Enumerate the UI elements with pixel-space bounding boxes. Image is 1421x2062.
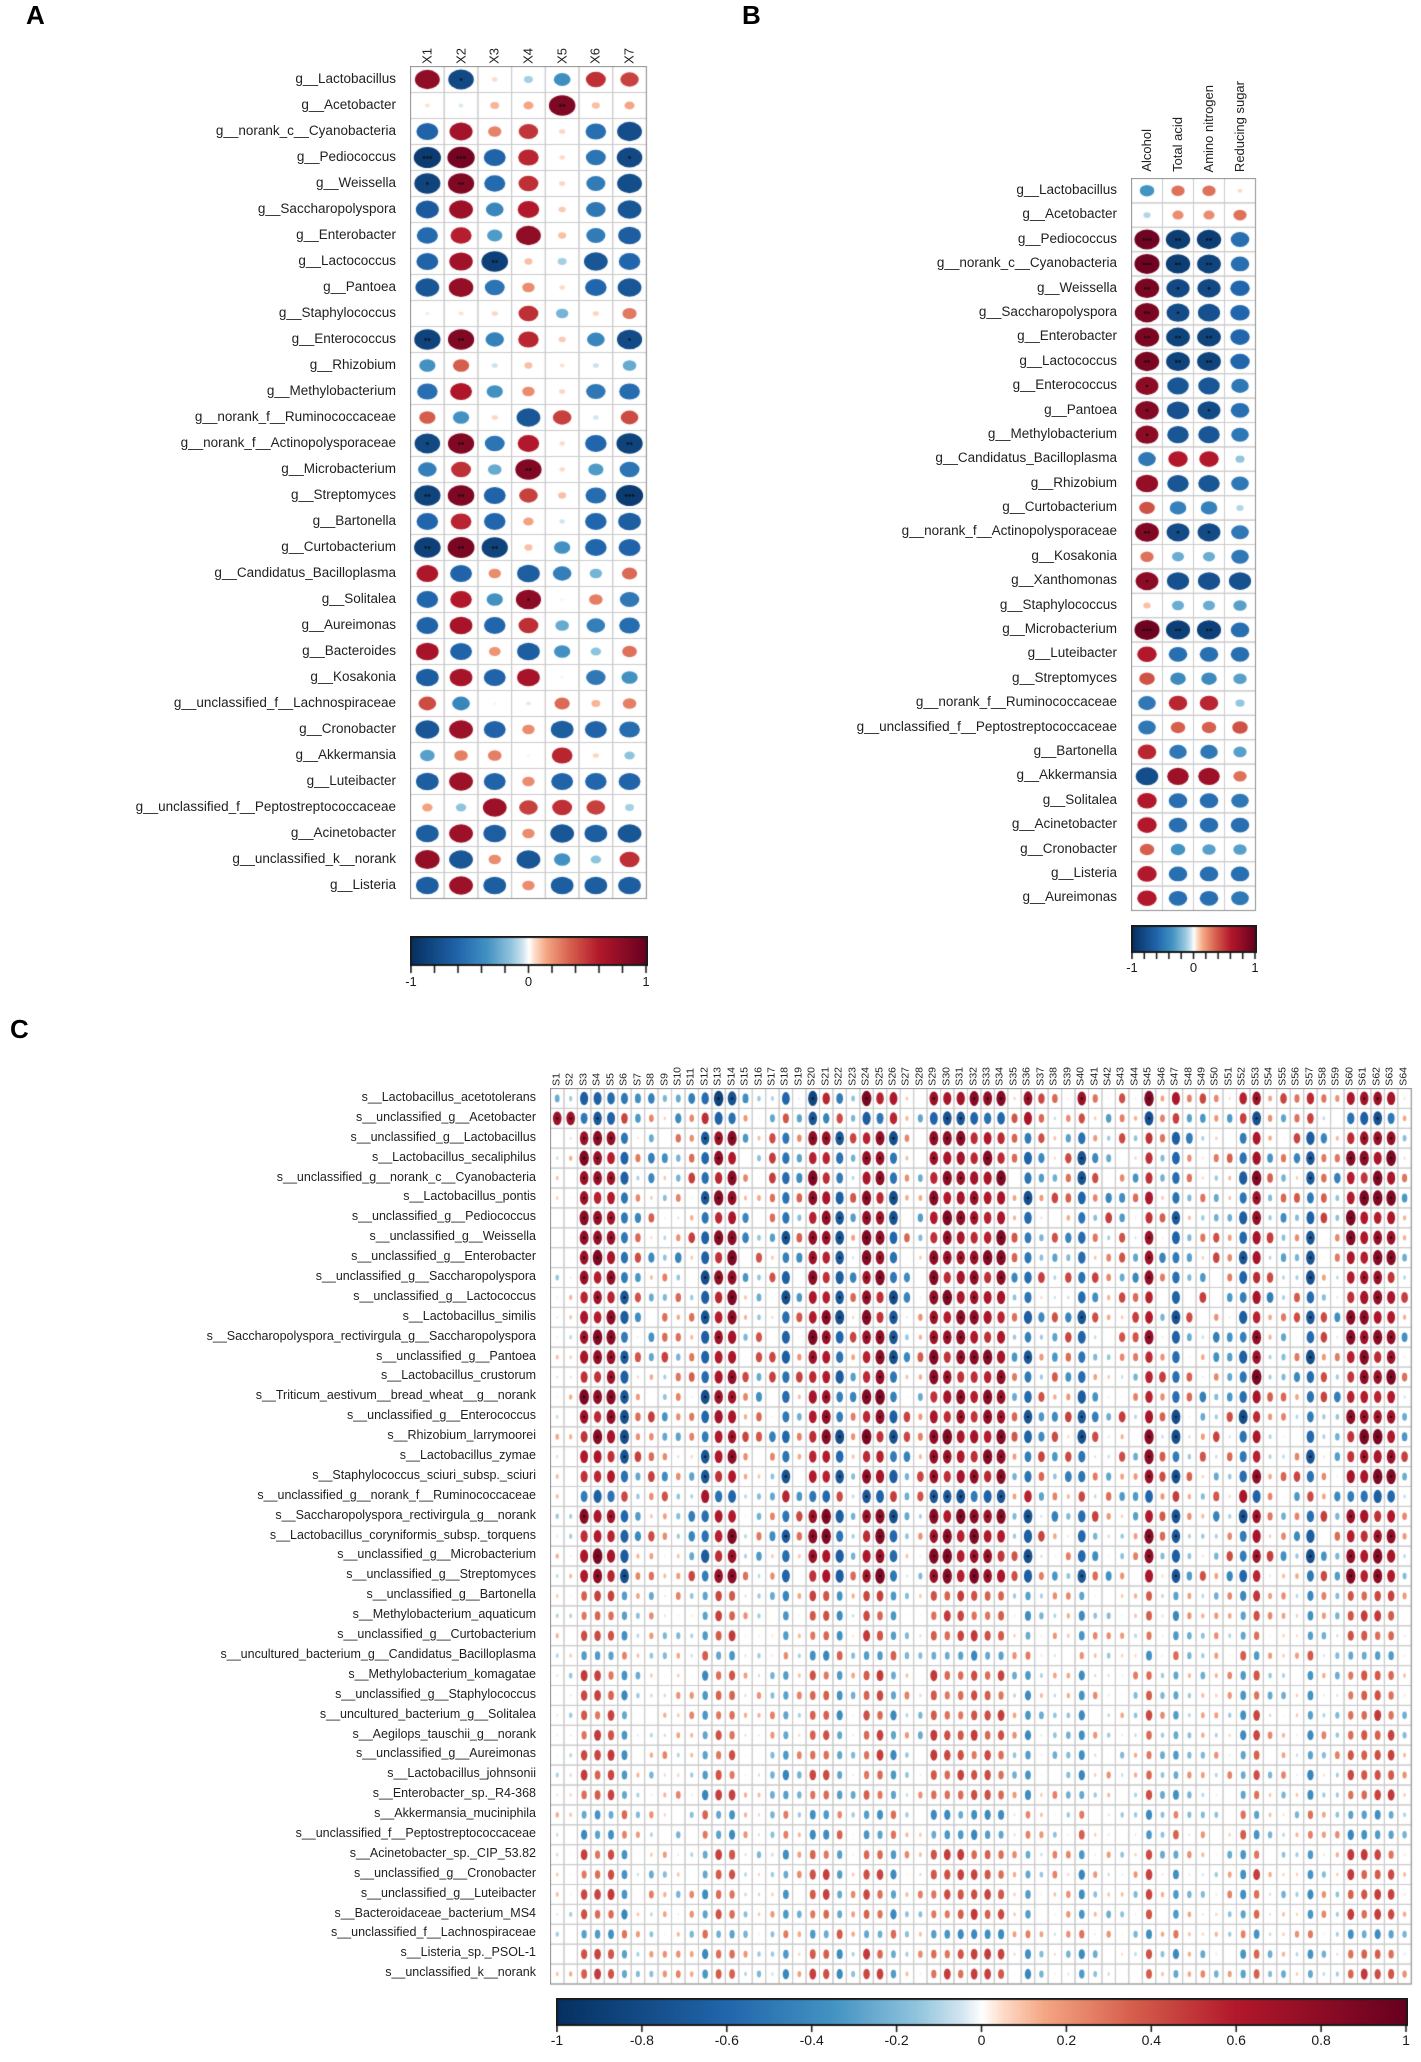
- panel-b-row-labels: [0, 178, 1123, 910]
- row-label: s__unclassified_g__Lactobacillus: [350, 1129, 536, 1144]
- row-label: g__Staphylococcus: [999, 596, 1117, 612]
- row-label: s__Lactobacillus_acetotolerans: [361, 1090, 536, 1104]
- row-label: g__Microbacterium: [1002, 621, 1117, 637]
- column-header: S61: [1356, 1067, 1369, 1086]
- column-header: S25: [872, 1067, 885, 1086]
- colorbar-tick-label: -1: [405, 974, 417, 989]
- row-label: g__Curtobacterium: [1002, 499, 1117, 515]
- row-label: g__Pediococcus: [1017, 230, 1117, 246]
- colorbar-tick-label: 0: [524, 974, 533, 989]
- row-label: s__Methylobacterium_komagatae: [348, 1666, 536, 1681]
- panel-c-colorbar: [556, 1998, 1408, 2036]
- row-label: g__Xanthomonas: [1011, 572, 1117, 588]
- row-label: s__unclassified_g__Bartonella: [366, 1587, 536, 1602]
- row-label: s__Acinetobacter_sp._CIP_53.82: [349, 1845, 536, 1860]
- colorbar-tick-label: 1: [1402, 2032, 1410, 2048]
- panel-c-matrix-bubbles: [550, 1088, 1413, 1986]
- colorbar-tick-label: 1: [642, 974, 650, 989]
- row-label: g__Enterobacter: [1017, 328, 1117, 344]
- colorbar-tick-label: -1: [550, 2032, 564, 2048]
- row-label: g__Acetobacter: [301, 97, 396, 112]
- colorbar-tick-label: 0: [1189, 960, 1198, 975]
- column-header: Total acid: [1170, 117, 1185, 172]
- column-header: S35: [1007, 1067, 1020, 1086]
- row-label: g__norank_f__Actinopolysporaceae: [901, 523, 1117, 539]
- row-label: s__unclassified_g__Saccharopolyspora: [315, 1269, 536, 1284]
- row-label: s__Lactobacillus_secaliphilus: [372, 1149, 536, 1164]
- column-header: S10: [671, 1067, 684, 1086]
- row-label: g__Kosakonia: [1031, 547, 1117, 563]
- column-header: S36: [1020, 1067, 1033, 1086]
- column-header: S13: [711, 1067, 724, 1086]
- column-header: S15: [738, 1067, 751, 1086]
- row-label: g__Rhizobium: [309, 357, 396, 372]
- row-label: g__Streptomyces: [290, 487, 396, 502]
- row-label: s__Enterobacter_sp._R4-368: [372, 1786, 536, 1801]
- row-label: g__Luteibacter: [1027, 645, 1117, 661]
- column-header: S4: [590, 1073, 603, 1086]
- column-header: Reducing sugar: [1232, 80, 1247, 172]
- row-label: g__unclassified_k__norank: [232, 851, 396, 866]
- panel-c-row-labels: [0, 1088, 542, 1983]
- column-header: X7: [621, 48, 637, 64]
- row-label: g__Solitalea: [1042, 791, 1117, 807]
- row-label: g__norank_f__Ruminococcaceae: [915, 694, 1117, 710]
- row-label: g__Rhizobium: [1030, 474, 1117, 490]
- row-label: s__unclassified_g__norank_f__Ruminococcaceae: [257, 1487, 536, 1502]
- column-header: S59: [1329, 1067, 1342, 1086]
- row-label: s__Lactobacillus_zymae: [399, 1448, 536, 1463]
- row-label: s__unclassified_k__norank: [385, 1965, 536, 1980]
- column-header: S14: [725, 1067, 738, 1086]
- row-label: s__unclassified_g__Cronobacter: [353, 1865, 536, 1880]
- column-header: S17: [765, 1067, 778, 1086]
- row-label: g__Acetobacter: [1022, 206, 1117, 222]
- row-label: g__Lactococcus: [298, 253, 396, 268]
- row-label: s__unclassified_g__Acetobacter: [356, 1109, 536, 1124]
- row-label: g__Staphylococcus: [278, 305, 396, 320]
- column-header: S27: [899, 1067, 912, 1086]
- row-label: s__unclassified_f__Lachnospiraceae: [330, 1925, 536, 1940]
- column-header: S32: [967, 1067, 980, 1086]
- row-label: g__Bacteroides: [302, 643, 396, 658]
- column-header: S19: [792, 1067, 805, 1086]
- colorbar-tick-label: 0.4: [1141, 2032, 1162, 2048]
- row-label: g__Saccharopolyspora: [978, 303, 1117, 319]
- column-header: S46: [1155, 1067, 1168, 1086]
- column-header: S54: [1262, 1067, 1275, 1086]
- column-header: S24: [859, 1067, 872, 1086]
- column-header: S64: [1397, 1067, 1410, 1086]
- column-header: S20: [805, 1067, 818, 1086]
- panel-b-colorbar: [1131, 925, 1257, 963]
- column-header: S38: [1047, 1067, 1060, 1086]
- row-label: g__Pediococcus: [296, 149, 396, 164]
- row-label: g__Weissella: [315, 175, 396, 190]
- panel-a-letter: A: [26, 0, 45, 30]
- row-label: g__Weissella: [1036, 279, 1117, 295]
- column-header: S45: [1141, 1067, 1154, 1086]
- column-header: S11: [684, 1068, 697, 1086]
- column-header: S42: [1101, 1067, 1114, 1086]
- row-label: s__unclassified_g__Curtobacterium: [337, 1627, 536, 1642]
- column-header: S52: [1235, 1067, 1248, 1086]
- row-label: g__Enterococcus: [1012, 377, 1117, 393]
- column-header: S9: [657, 1073, 670, 1086]
- column-header: S62: [1370, 1067, 1383, 1086]
- colorbar-tick-label: 0.8: [1311, 2032, 1331, 2048]
- column-header: S29: [926, 1067, 939, 1086]
- column-header: Amino nitrogen: [1201, 84, 1216, 172]
- row-label: g__Acinetobacter: [290, 825, 396, 840]
- colorbar-tick-label: -0.2: [884, 2032, 909, 2048]
- column-header: X5: [554, 48, 570, 64]
- row-label: g__Enterococcus: [291, 331, 396, 346]
- column-header: S44: [1128, 1067, 1141, 1086]
- colorbar-tick-label: 0: [977, 2032, 986, 2048]
- column-header: S47: [1168, 1067, 1181, 1086]
- row-label: s__Aegilops_tauschii_g__norank: [352, 1726, 536, 1741]
- column-header: S40: [1074, 1067, 1087, 1086]
- row-label: g__Pantoea: [1044, 401, 1117, 417]
- colorbar-tick-label: 0.6: [1226, 2032, 1246, 2048]
- row-label: g__Candidatus_Bacilloplasma: [214, 565, 396, 580]
- column-header: Alcohol: [1139, 129, 1154, 172]
- panel-a-colorbar: [410, 936, 648, 977]
- row-label: g__norank_f__Ruminococcaceae: [194, 409, 396, 424]
- row-label: g__Saccharopolyspora: [257, 201, 396, 216]
- row-label: g__Aureimonas: [1022, 889, 1117, 905]
- column-header: S23: [846, 1067, 859, 1086]
- colorbar-tick-label: 0.2: [1056, 2032, 1077, 2048]
- column-header: X6: [587, 48, 603, 64]
- row-label: g__Streptomyces: [1011, 669, 1117, 685]
- row-label: g__Acinetobacter: [1011, 816, 1117, 832]
- row-label: s__Lactobacillus_pontis: [403, 1189, 536, 1204]
- row-label: s__unclassified_g__Luteibacter: [360, 1885, 536, 1900]
- colorbar-tick-label: -1: [1126, 960, 1138, 975]
- row-label: g__Cronobacter: [1020, 840, 1117, 856]
- row-label: s__unclassified_g__Staphylococcus: [335, 1686, 536, 1701]
- row-label: s__Rhizobium_larrymoorei: [387, 1428, 536, 1443]
- row-label: s__Saccharopolyspora_rectivirgula_g__Saccharopolyspora: [206, 1328, 536, 1343]
- column-header: S28: [913, 1067, 926, 1086]
- panel-b-matrix-bubbles: [1131, 178, 1257, 912]
- row-label: g__Solitalea: [321, 591, 396, 606]
- row-label: s__Saccharopolyspora_rectivirgula_g__norank: [275, 1507, 536, 1522]
- row-label: g__Methylobacterium: [266, 383, 396, 398]
- column-header: S26: [886, 1067, 899, 1086]
- panel-b-letter: B: [742, 0, 761, 30]
- row-label: g__norank_c__Cyanobacteria: [215, 123, 396, 138]
- column-header: X1: [419, 48, 435, 64]
- column-header: S51: [1222, 1067, 1235, 1086]
- column-header: X2: [453, 48, 469, 64]
- column-header: S18: [778, 1067, 791, 1086]
- row-label: g__Luteibacter: [306, 773, 396, 788]
- column-header: S12: [698, 1067, 711, 1086]
- row-label: s__unclassified_f__Peptostreptococcaceae: [295, 1825, 536, 1840]
- row-label: g__Lactococcus: [1019, 352, 1117, 368]
- column-header: S39: [1061, 1067, 1074, 1086]
- column-header: S30: [940, 1067, 953, 1086]
- column-header: S33: [980, 1067, 993, 1086]
- row-label: s__unclassified_g__Pediococcus: [351, 1209, 536, 1224]
- row-label: g__unclassified_f__Peptostreptococcaceae: [135, 799, 396, 814]
- column-header: S43: [1114, 1067, 1127, 1086]
- column-header: S50: [1208, 1067, 1221, 1086]
- row-label: g__Listeria: [1050, 864, 1117, 880]
- column-header: S8: [644, 1073, 657, 1086]
- column-header: S2: [563, 1073, 576, 1086]
- row-label: s__Akkermansia_muciniphila: [374, 1806, 536, 1821]
- row-label: g__Bartonella: [1033, 742, 1117, 758]
- colorbar-tick-label: -0.4: [799, 2032, 824, 2048]
- row-label: g__Listeria: [329, 877, 396, 892]
- row-label: g__unclassified_f__Lachnospiraceae: [173, 695, 396, 710]
- row-label: s__uncultured_bacterium_g__Candidatus_Bacilloplasma: [220, 1646, 536, 1661]
- colorbar-tick-label: -0.6: [714, 2032, 739, 2048]
- row-label: s__unclassified_g__Lactococcus: [353, 1288, 536, 1303]
- column-header: S55: [1276, 1067, 1289, 1086]
- column-header: S37: [1034, 1067, 1047, 1086]
- row-label: s__Bacteroidaceae_bacterium_MS4: [334, 1905, 536, 1920]
- row-label: s__unclassified_g__Enterococcus: [346, 1408, 536, 1423]
- column-header: S41: [1087, 1067, 1100, 1086]
- row-label: g__Curtobacterium: [281, 539, 396, 554]
- column-header: S6: [617, 1073, 630, 1086]
- row-label: s__Methylobacterium_aquaticum: [352, 1607, 536, 1622]
- row-label: s__Lactobacillus_johnsonii: [387, 1766, 536, 1781]
- row-label: s__Lactobacillus_crustorum: [381, 1368, 536, 1383]
- column-header: S49: [1195, 1067, 1208, 1086]
- column-header: S34: [993, 1067, 1006, 1086]
- column-header: S1: [550, 1073, 563, 1086]
- row-label: g__Candidatus_Bacilloplasma: [935, 450, 1117, 466]
- column-header: S22: [832, 1067, 845, 1086]
- row-label: s__unclassified_g__Streptomyces: [346, 1567, 536, 1582]
- panel-c-column-headers: [550, 1032, 1411, 1086]
- row-label: g__Aureimonas: [301, 617, 396, 632]
- column-header: S63: [1383, 1067, 1396, 1086]
- row-label: g__Enterobacter: [296, 227, 396, 242]
- panel-b-column-headers: [1131, 36, 1255, 172]
- row-label: g__norank_c__Cyanobacteria: [936, 255, 1117, 271]
- row-label: g__Methylobacterium: [987, 425, 1117, 441]
- column-header: S21: [819, 1067, 832, 1086]
- column-header: S56: [1289, 1067, 1302, 1086]
- column-header: S58: [1316, 1067, 1329, 1086]
- column-header: S48: [1182, 1067, 1195, 1086]
- row-label: g__Kosakonia: [310, 669, 396, 684]
- row-label: s__unclassified_g__Microbacterium: [337, 1547, 536, 1562]
- row-label: g__Akkermansia: [295, 747, 396, 762]
- row-label: g__Pantoea: [323, 279, 396, 294]
- panel-c-letter: C: [10, 1014, 29, 1044]
- row-label: g__Cronobacter: [299, 721, 396, 736]
- row-label: g__unclassified_f__Peptostreptococcaceae: [856, 718, 1117, 734]
- column-header: S5: [604, 1073, 617, 1086]
- row-label: s__Staphylococcus_sciuri_subsp._sciuri: [312, 1467, 536, 1482]
- row-label: g__Akkermansia: [1016, 767, 1117, 783]
- row-label: g__norank_f__Actinopolysporaceae: [180, 435, 396, 450]
- row-label: s__unclassified_g__Pantoea: [376, 1348, 536, 1363]
- row-label: s__unclassified_g__Enterobacter: [351, 1249, 536, 1264]
- column-header: X3: [486, 48, 502, 64]
- row-label: s__unclassified_g__norank_c__Cyanobacteria: [276, 1169, 536, 1184]
- row-label: s__Triticum_aestivum__bread_wheat__g__norank: [255, 1388, 536, 1403]
- column-header: S31: [953, 1067, 966, 1086]
- column-header: S60: [1343, 1067, 1356, 1086]
- column-header: S57: [1302, 1067, 1315, 1086]
- row-label: s__unclassified_g__Aureimonas: [356, 1746, 536, 1761]
- column-header: X4: [520, 48, 536, 64]
- colorbar-tick-label: -0.8: [629, 2032, 654, 2048]
- row-label: s__Lactobacillus_coryniformis_subsp._torquens: [269, 1527, 536, 1542]
- row-label: s__unclassified_g__Weissella: [369, 1229, 536, 1244]
- colorbar-tick-label: 1: [1251, 960, 1259, 975]
- column-header: S3: [577, 1073, 590, 1086]
- row-label: s__Listeria_sp._PSOL-1: [400, 1945, 536, 1960]
- row-label: g__Microbacterium: [281, 461, 396, 476]
- row-label: s__Lactobacillus_similis: [402, 1308, 536, 1323]
- row-label: g__Lactobacillus: [295, 71, 396, 86]
- column-header: S16: [752, 1067, 765, 1086]
- panel-a-column-headers: [410, 24, 646, 64]
- row-label: g__Lactobacillus: [1016, 182, 1117, 197]
- column-header: S53: [1249, 1067, 1262, 1086]
- row-label: s__uncultured_bacterium_g__Solitalea: [319, 1706, 536, 1721]
- column-header: S7: [631, 1073, 644, 1086]
- row-label: g__Bartonella: [312, 513, 396, 528]
